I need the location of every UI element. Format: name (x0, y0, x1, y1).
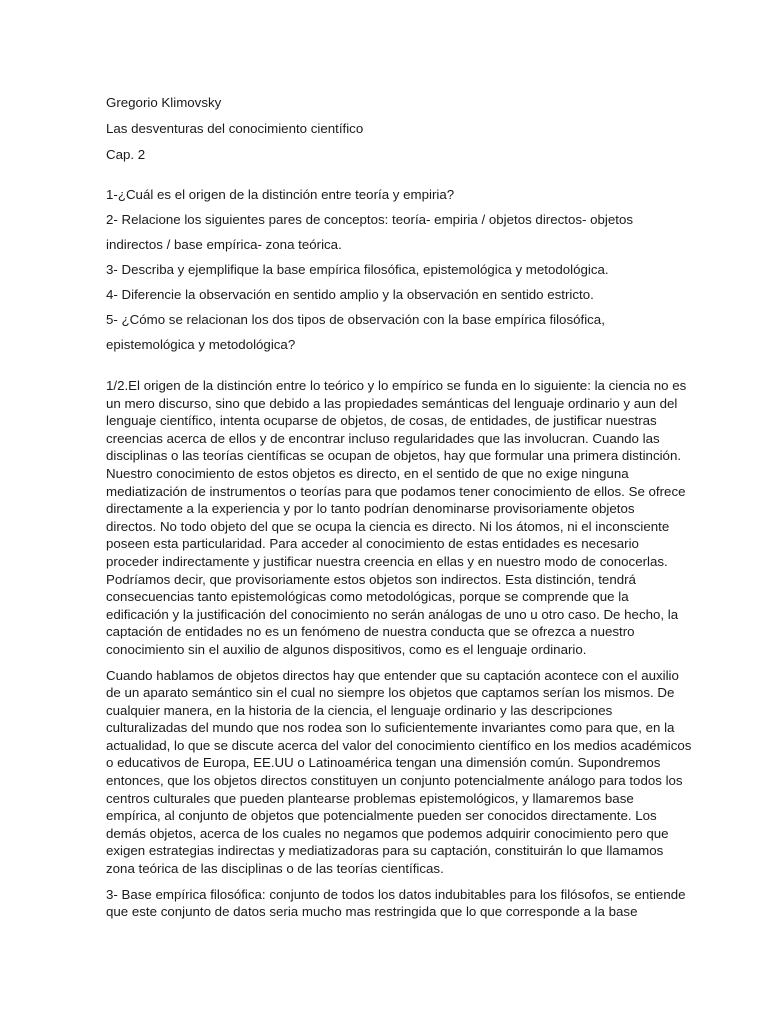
question-line: 3- Describa y ejemplifique la base empírica filosófica, epistemológica y metodológica. (106, 262, 609, 277)
question-line: 1-¿Cuál es el origen de la distinción entre teoría y empiria? (106, 187, 455, 202)
text-line: edificación y la justificación del conocimiento no serán análogas de uno u otro caso. De hecho, la (106, 606, 679, 622)
chapter-label: Cap. 2 (106, 147, 146, 162)
text-line: cualquier manera, en la historia de la ciencia, el lenguaje ordinario y las descripciones (106, 702, 613, 718)
text-line: demás objetos, acerca de los cuales no negamos que podemos adquirir conocimiento pero que (106, 825, 669, 841)
text-line: conocimiento sin el auxilio de algunos dispositivos, como es el lenguaje ordinario. (106, 641, 587, 657)
question-line: 4- Diferencie la observación en sentido amplio y la observación en sentido estricto. (106, 287, 594, 302)
text-line: que este conjunto de datos seria mucho mas restringida que lo que corresponde a la base (106, 904, 638, 920)
question-line: epistemológica y metodológica? (106, 337, 296, 352)
text-line: mediatización de instrumentos o teorías para que podamos tener conocimiento de ellos. Se ofrece (106, 483, 686, 499)
text-line: poseen esta particularidad. Para acceder al conocimiento de estas entidades es necesario (106, 536, 639, 552)
text-line: creencias acerca de ellos y de encontrar incluso regularidades que las involucran. Cuando las (106, 430, 660, 446)
text-line: directos. No todo objeto del que se ocupa la ciencia es directo. Ni los átomos, ni el inconsciente (106, 518, 670, 534)
text-line: lenguaje científico, intenta ocuparse de objetos, de cosas, de entidades, de justificar nuestras (106, 413, 657, 429)
text-line: Podríamos decir, que provisoriamente estos objetos son indirectos. Esta distinción, tendrá (106, 571, 636, 587)
text-line: un mero discurso, sino que debido a las propiedades semánticas del lenguaje ordinario y aun del (106, 395, 678, 411)
answer-paragraph-3 (106, 886, 686, 921)
text-line: de un aparato semántico sin el cual no siempre los objetos que captamos serían los mismos. De (106, 685, 675, 701)
text-line: o educativos de Europa, EE.UU o Latinoamérica tengan una dimensión común. Supondremos (106, 755, 661, 771)
text-line: Nuestro conocimiento de estos objetos es directo, en el sentido de que no exige ninguna (106, 465, 629, 481)
text-line: Cuando hablamos de objetos directos hay que entender que su captación acontece con el auxilio (106, 667, 679, 683)
text-line: entonces, que los objetos directos constituyen un conjunto potencialmente análogo para todos los (106, 773, 683, 789)
text-line: exigen estrategias indirectas y mediatizadoras para su captación, constituirán lo que llamamos (106, 843, 664, 859)
text-line: empírica, al conjunto de objetos que potencialmente pueden ser conocidos directamente. Los (106, 808, 657, 824)
text-line: actualidad, lo que se discute acerca del valor del conocimiento científico en los medios académicos (106, 737, 692, 753)
text-line: directamente a la experiencia y por lo tanto podrían denominarse provisoriamente objetos (106, 501, 635, 517)
question-line: indirectos / base empírica- zona teórica. (106, 237, 342, 252)
text-line: zona teórica de las disciplinas o de las teorías científicas. (106, 861, 444, 877)
question-list (106, 182, 666, 357)
text-line: centros culturales que pueden plantearse problemas epistemológicos, y llamaremos base (106, 790, 634, 806)
text-line: proceder indirectamente y justificar nuestra creencia en ellas y en nuestro modo de conocerlas. (106, 553, 668, 569)
text-line: 3- Base empírica filosófica: conjunto de todos los datos indubitables para los filósofos, se entiende (106, 886, 686, 902)
text-line: consecuencias tanto epistemológicas como metodológicas, porque se comprende que la (106, 589, 629, 605)
text-line: 1/2.El origen de la distinción entre lo teórico y lo empírico se funda en lo siguiente: la ciencia no es (106, 378, 687, 393)
answer-paragraph-2 (106, 667, 692, 878)
spacer (106, 168, 666, 182)
text-line: disciplinas o las teorías científicas se ocupan de objetos, hay que formular una primera distinción. (106, 448, 682, 464)
author-name: Gregorio Klimovsky (106, 95, 222, 110)
text-line: culturalizadas del mundo que nos rodea son lo suficientemente invariantes como para que, en la (106, 720, 675, 736)
spacer (106, 357, 666, 377)
question-line: 2- Relacione los siguientes pares de conceptos: teoría- empiria / objetos directos- objetos (106, 212, 633, 227)
text-line: captación de entidades no es un fenómeno de nuestra conducta que se ofrezca a nuestro (106, 624, 635, 640)
question-line: 5- ¿Cómo se relacionan los dos tipos de observación con la base empírica filosófica, (106, 312, 605, 327)
answer-paragraph-1 (106, 377, 687, 659)
document-body (106, 90, 692, 929)
book-title: Las desventuras del conocimiento científico (106, 121, 364, 136)
